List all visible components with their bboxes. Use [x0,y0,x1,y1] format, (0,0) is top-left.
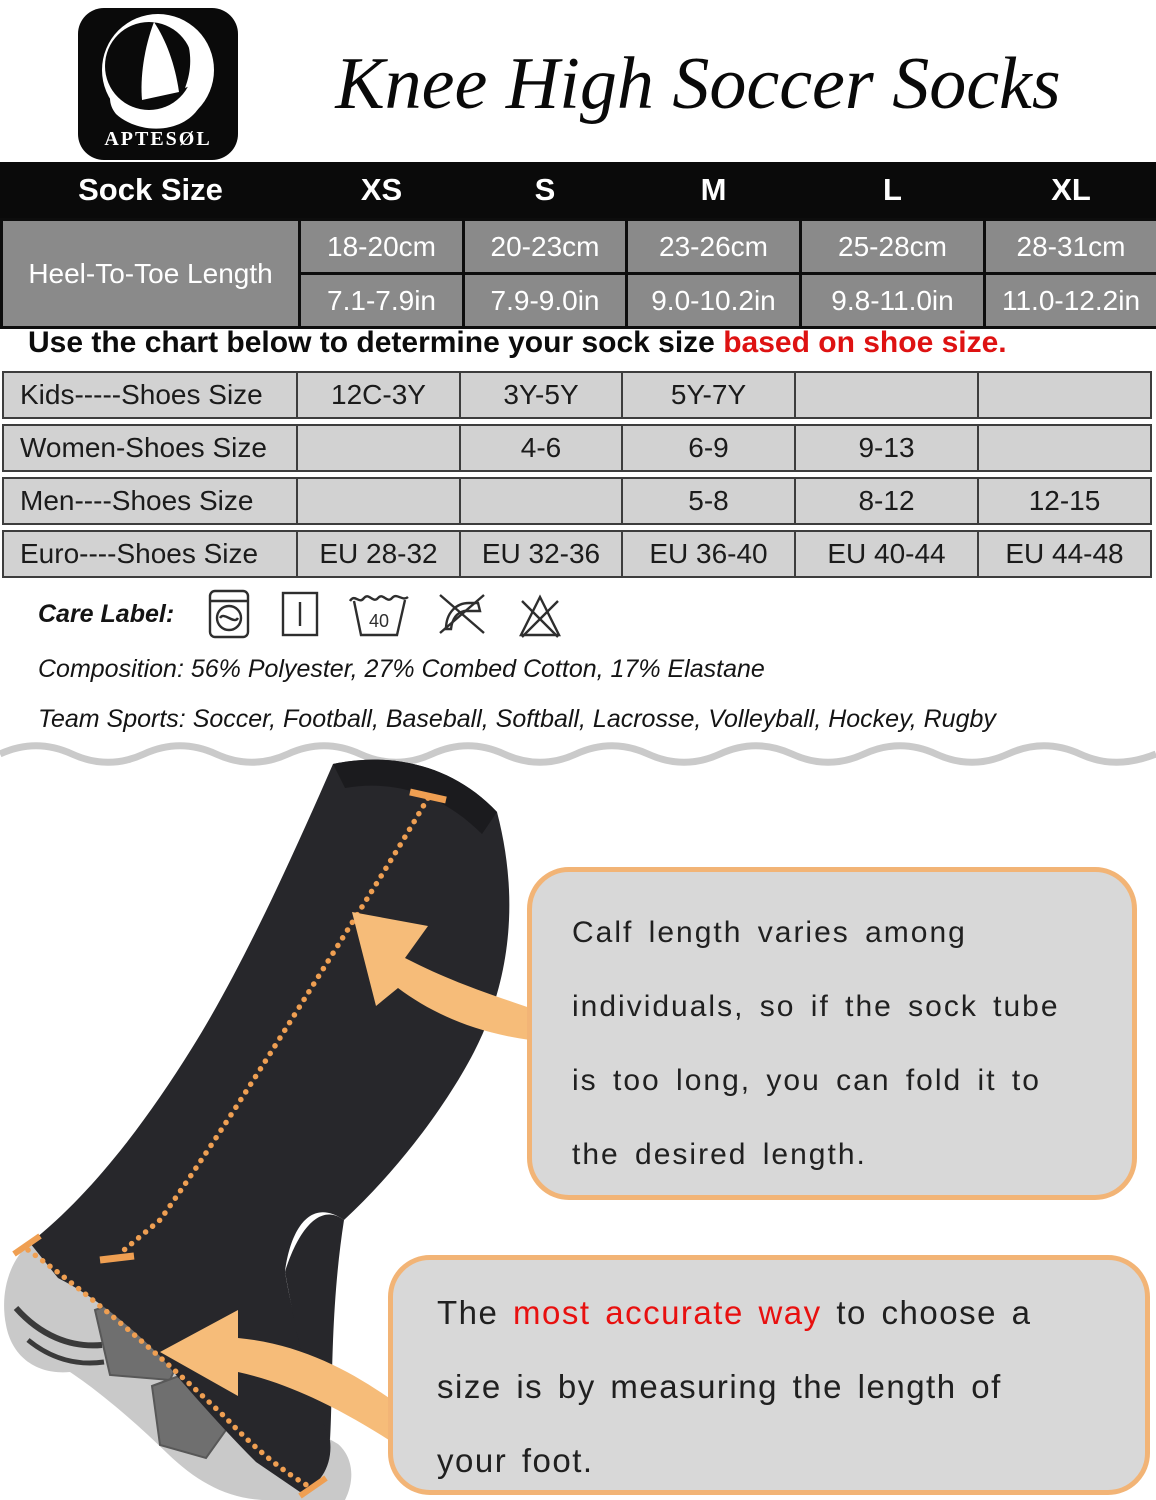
wash-40-icon [348,589,410,639]
callout-text: to choose a [821,1294,1032,1331]
col-header-l: L [801,162,985,220]
cell [461,477,623,525]
care-label-text: Care Label: [38,599,175,628]
table-row [2,477,1152,525]
cell-in-xs: 7.1-7.9in [300,274,464,328]
do-not-bleach-icon [514,589,566,639]
cell-cm-m: 23-26cm [627,220,801,274]
callout-line: Calf length varies among [572,916,967,949]
machine-wash-icon [206,588,252,640]
do-not-iron-icon [436,589,488,639]
care-label-row [38,588,566,640]
row-label-women: Women-Shoes Size [2,424,298,472]
wash-temp-value: 40 [369,611,390,631]
cell: 5-8 [623,477,796,525]
cell: 12C-3Y [298,371,461,419]
callout-line: the desired length. [572,1138,867,1171]
row-label-kids: Kids-----Shoes Size [2,371,298,419]
table-row [2,530,1152,578]
cell-in-l: 9.8-11.0in [801,274,985,328]
col-header-m: M [627,162,801,220]
cell: EU 32-36 [461,530,623,578]
cell-in-s: 7.9-9.0in [464,274,627,328]
table-row [2,424,1152,472]
cell [298,477,461,525]
cell: EU 36-40 [623,530,796,578]
col-header-s: S [464,162,627,220]
note-black-text: Use the chart below to determine your sock size [28,326,724,359]
cell-cm-s: 20-23cm [464,220,627,274]
foot-measure-callout [388,1255,1150,1495]
cell-cm-xs: 18-20cm [300,220,464,274]
row-label-men: Men----Shoes Size [2,477,298,525]
cell: EU 28-32 [298,530,461,578]
cell: EU 40-44 [796,530,979,578]
col-header-xs: XS [300,162,464,220]
cell-cm-l: 25-28cm [801,220,985,274]
cell-cm-xl: 28-31cm [985,220,1156,274]
callout-line [437,1276,1145,1350]
cell: 9-13 [796,424,979,472]
callout-red-text: most accurate way [513,1294,822,1331]
composition-text: Composition: 56% Polyester, 27% Combed Cotton, 17% Elastane [38,655,765,683]
callout-line: your foot. [437,1442,594,1479]
col-header-sock-size: Sock Size [2,162,300,220]
cell: 3Y-5Y [461,371,623,419]
drip-dry-icon [278,589,322,639]
callout-line: size is by measuring the length of [437,1368,1002,1405]
sock-size-table [0,162,1156,329]
brand-name: APTESØL [104,128,212,150]
cell [979,424,1152,472]
calf-length-callout [527,867,1137,1200]
cell [298,424,461,472]
cell: 4-6 [461,424,623,472]
callout-line: is too long, you can fold it to [572,1064,1041,1097]
cell-in-m: 9.0-10.2in [627,274,801,328]
cell: 5Y-7Y [623,371,796,419]
cell [796,371,979,419]
note-red-text: based on shoe size. [723,326,1007,359]
cell: EU 44-48 [979,530,1152,578]
table-row [2,220,1156,274]
cell: 6-9 [623,424,796,472]
cell: 12-15 [979,477,1152,525]
size-note [28,326,1148,360]
callout-text: The [437,1294,514,1331]
team-sports-text: Team Sports: Soccer, Football, Baseball, Softball, Lacrosse, Volleyball, Hockey, Rugby [38,705,996,733]
col-header-xl: XL [985,162,1156,220]
cell-in-xl: 11.0-12.2in [985,274,1156,328]
row-label-euro: Euro----Shoes Size [2,530,298,578]
page-title: Knee High Soccer Socks [335,42,1061,125]
table-header-row [2,162,1156,220]
tube-measure-bottom-tick [100,1256,134,1260]
cell [979,371,1152,419]
row-label-heel-to-toe: Heel-To-Toe Length [2,220,300,328]
callout-line: individuals, so if the sock tube [572,990,1060,1023]
shoe-size-table [2,366,1152,583]
table-row [2,371,1152,419]
cell: 8-12 [796,477,979,525]
